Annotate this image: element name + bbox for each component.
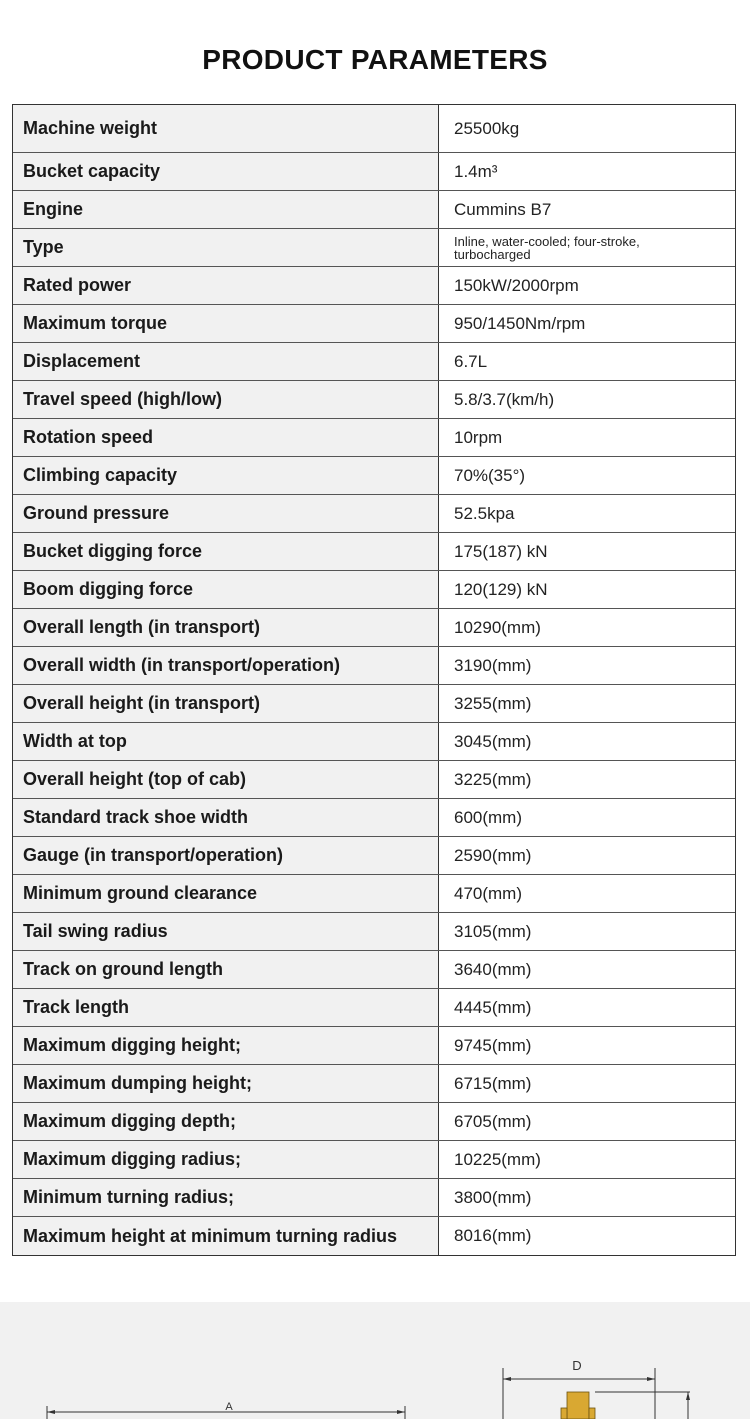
- parameter-value: 4445(mm): [439, 989, 735, 1026]
- table-row: [13, 419, 735, 457]
- parameter-label: Maximum digging height;: [13, 1027, 439, 1064]
- arrow-a-left: [47, 1410, 55, 1414]
- parameter-label: Overall height (top of cab): [13, 761, 439, 798]
- parameter-value: 10225(mm): [439, 1141, 735, 1178]
- parameter-label: Minimum turning radius;: [13, 1179, 439, 1216]
- arrow-d-right: [647, 1377, 655, 1381]
- parameter-value: 3225(mm): [439, 761, 735, 798]
- parameter-value: Cummins B7: [439, 191, 735, 228]
- parameter-label: Track length: [13, 989, 439, 1026]
- arrow-height-top: [686, 1392, 690, 1400]
- parameter-value: 120(129) kN: [439, 571, 735, 608]
- parameters-table: [12, 104, 736, 1256]
- parameter-label: Maximum dumping height;: [13, 1065, 439, 1102]
- table-row: [13, 1103, 735, 1141]
- dimension-label-a: A: [225, 1401, 233, 1413]
- parameter-value: 950/1450Nm/rpm: [439, 305, 735, 342]
- parameter-value: 150kW/2000rpm: [439, 267, 735, 304]
- parameter-value: 6715(mm): [439, 1065, 735, 1102]
- table-row: [13, 723, 735, 761]
- parameter-label: Ground pressure: [13, 495, 439, 532]
- parameter-value: 52.5kpa: [439, 495, 735, 532]
- parameter-value: 8016(mm): [439, 1217, 735, 1255]
- table-row: [13, 837, 735, 875]
- table-row: [13, 951, 735, 989]
- parameter-label: Machine weight: [13, 105, 439, 152]
- parameter-label: Minimum ground clearance: [13, 875, 439, 912]
- parameter-label: Width at top: [13, 723, 439, 760]
- table-row: [13, 267, 735, 305]
- parameter-value: 470(mm): [439, 875, 735, 912]
- parameter-value: 70%(35°): [439, 457, 735, 494]
- dimension-label-d: D: [572, 1358, 582, 1373]
- arrow-a-right: [397, 1410, 405, 1414]
- parameter-value: 3800(mm): [439, 1179, 735, 1216]
- table-row: [13, 609, 735, 647]
- parameter-value: 5.8/3.7(km/h): [439, 381, 735, 418]
- table-row: [13, 647, 735, 685]
- parameter-value: Inline, water-cooled; four-stroke, turbocharged: [439, 229, 735, 266]
- parameter-label: Engine: [13, 191, 439, 228]
- table-row: [13, 571, 735, 609]
- machine-cab-front: [567, 1392, 589, 1419]
- parameter-value: 25500kg: [439, 105, 735, 152]
- table-row: [13, 229, 735, 267]
- table-row: [13, 191, 735, 229]
- table-row: [13, 1027, 735, 1065]
- parameter-label: Overall width (in transport/operation): [13, 647, 439, 684]
- machine-mirror-right: [589, 1408, 595, 1419]
- arrow-d-left: [503, 1377, 511, 1381]
- dimension-diagram: [0, 1302, 750, 1419]
- parameter-label: Rated power: [13, 267, 439, 304]
- table-row: [13, 685, 735, 723]
- table-row: [13, 457, 735, 495]
- table-row: [13, 1141, 735, 1179]
- parameter-label: Bucket capacity: [13, 153, 439, 190]
- table-row: [13, 761, 735, 799]
- parameter-value: 3190(mm): [439, 647, 735, 684]
- table-row: [13, 913, 735, 951]
- parameter-label: Maximum digging radius;: [13, 1141, 439, 1178]
- parameter-label: Maximum height at minimum turning radius: [13, 1217, 439, 1255]
- table-row: [13, 799, 735, 837]
- parameter-label: Boom digging force: [13, 571, 439, 608]
- table-row: [13, 381, 735, 419]
- parameter-value: 3255(mm): [439, 685, 735, 722]
- parameter-value: 9745(mm): [439, 1027, 735, 1064]
- parameter-label: Tail swing radius: [13, 913, 439, 950]
- parameter-label: Maximum digging depth;: [13, 1103, 439, 1140]
- machine-mirror-left: [561, 1408, 567, 1419]
- parameter-value: 10290(mm): [439, 609, 735, 646]
- parameter-label: Type: [13, 229, 439, 266]
- parameter-value: 600(mm): [439, 799, 735, 836]
- page-title: PRODUCT PARAMETERS: [202, 44, 548, 75]
- table-row: [13, 1065, 735, 1103]
- table-row: [13, 533, 735, 571]
- parameter-label: Overall length (in transport): [13, 609, 439, 646]
- table-row: [13, 305, 735, 343]
- parameter-value: 6.7L: [439, 343, 735, 380]
- table-row: [13, 875, 735, 913]
- parameter-value: 2590(mm): [439, 837, 735, 874]
- table-row: [13, 343, 735, 381]
- table-row: [13, 153, 735, 191]
- parameter-label: Bucket digging force: [13, 533, 439, 570]
- parameter-label: Standard track shoe width: [13, 799, 439, 836]
- parameter-value: 175(187) kN: [439, 533, 735, 570]
- parameter-value: 3045(mm): [439, 723, 735, 760]
- parameter-label: Maximum torque: [13, 305, 439, 342]
- parameter-value: 3640(mm): [439, 951, 735, 988]
- table-row: [13, 1179, 735, 1217]
- parameter-label: Gauge (in transport/operation): [13, 837, 439, 874]
- parameter-value: 1.4m³: [439, 153, 735, 190]
- parameter-label: Travel speed (high/low): [13, 381, 439, 418]
- table-row: [13, 1217, 735, 1255]
- parameter-label: Displacement: [13, 343, 439, 380]
- parameter-value: 10rpm: [439, 419, 735, 456]
- parameter-label: Climbing capacity: [13, 457, 439, 494]
- parameter-value: 6705(mm): [439, 1103, 735, 1140]
- table-row: [13, 989, 735, 1027]
- parameter-value: 3105(mm): [439, 913, 735, 950]
- table-row: [13, 495, 735, 533]
- table-row: [13, 105, 735, 153]
- parameter-label: Rotation speed: [13, 419, 439, 456]
- parameter-label: Overall height (in transport): [13, 685, 439, 722]
- dimension-diagram-svg: [0, 1302, 750, 1419]
- parameter-label: Track on ground length: [13, 951, 439, 988]
